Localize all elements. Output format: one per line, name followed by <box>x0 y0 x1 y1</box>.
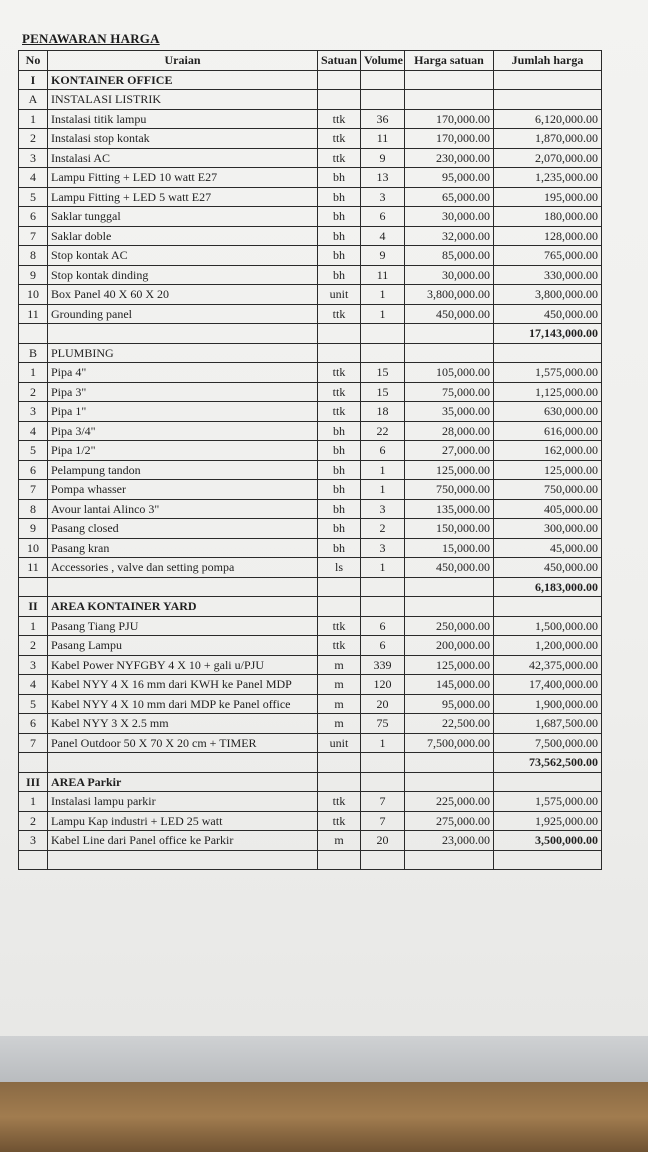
cell-no: 3 <box>19 831 48 851</box>
cell-volume: 3 <box>361 499 405 519</box>
cell-jumlah-harga: 17,143,000.00 <box>494 324 602 344</box>
cell-uraian <box>48 324 318 344</box>
cell-satuan: bh <box>318 480 361 500</box>
cell-no <box>19 850 48 870</box>
cell-no: 1 <box>19 363 48 383</box>
cell-no: 9 <box>19 519 48 539</box>
cell-volume <box>361 90 405 110</box>
cell-satuan <box>318 753 361 773</box>
table-row <box>19 226 602 246</box>
cell-harga-satuan <box>405 90 494 110</box>
cell-jumlah-harga: 2,070,000.00 <box>494 148 602 168</box>
cell-harga-satuan: 95,000.00 <box>405 694 494 714</box>
cell-uraian: Stop kontak dinding <box>48 265 318 285</box>
cell-no: 4 <box>19 675 48 695</box>
cell-uraian <box>48 577 318 597</box>
cell-jumlah-harga: 300,000.00 <box>494 519 602 539</box>
cell-volume: 9 <box>361 246 405 266</box>
table-row <box>19 382 602 402</box>
cell-uraian: Saklar doble <box>48 226 318 246</box>
cell-no: 6 <box>19 207 48 227</box>
header-harga-satuan: Harga satuan <box>405 51 494 71</box>
cell-harga-satuan: 30,000.00 <box>405 207 494 227</box>
cell-harga-satuan: 750,000.00 <box>405 480 494 500</box>
cell-volume: 339 <box>361 655 405 675</box>
cell-harga-satuan <box>405 324 494 344</box>
cell-volume: 120 <box>361 675 405 695</box>
cell-volume <box>361 772 405 792</box>
cell-no: 5 <box>19 694 48 714</box>
table-row <box>19 655 602 675</box>
cell-harga-satuan: 85,000.00 <box>405 246 494 266</box>
cell-harga-satuan: 32,000.00 <box>405 226 494 246</box>
cell-jumlah-harga: 1,575,000.00 <box>494 792 602 812</box>
cell-harga-satuan: 125,000.00 <box>405 655 494 675</box>
cell-satuan: ttk <box>318 382 361 402</box>
cell-satuan: ttk <box>318 148 361 168</box>
cell-uraian: Lampu Fitting + LED 5 watt E27 <box>48 187 318 207</box>
cell-satuan <box>318 90 361 110</box>
cell-uraian: Panel Outdoor 50 X 70 X 20 cm + TIMER <box>48 733 318 753</box>
cell-volume: 11 <box>361 265 405 285</box>
cell-uraian: Lampu Kap industri + LED 25 watt <box>48 811 318 831</box>
cell-satuan: unit <box>318 733 361 753</box>
cell-no: B <box>19 343 48 363</box>
cell-harga-satuan: 225,000.00 <box>405 792 494 812</box>
cell-volume: 9 <box>361 148 405 168</box>
cell-satuan: unit <box>318 285 361 305</box>
table-row <box>19 772 602 792</box>
cell-volume <box>361 850 405 870</box>
cell-volume: 1 <box>361 558 405 578</box>
cell-no: 4 <box>19 168 48 188</box>
table-row <box>19 324 602 344</box>
cell-no: 2 <box>19 811 48 831</box>
cell-uraian: Instalasi lampu parkir <box>48 792 318 812</box>
cell-volume <box>361 577 405 597</box>
cell-uraian: Instalasi AC <box>48 148 318 168</box>
cell-jumlah-harga <box>494 597 602 617</box>
cell-jumlah-harga <box>494 70 602 90</box>
cell-harga-satuan: 95,000.00 <box>405 168 494 188</box>
cell-satuan <box>318 324 361 344</box>
cell-jumlah-harga: 1,235,000.00 <box>494 168 602 188</box>
cell-jumlah-harga <box>494 850 602 870</box>
cell-volume: 20 <box>361 694 405 714</box>
cell-uraian: Kabel Power NYFGBY 4 X 10 + gali u/PJU <box>48 655 318 675</box>
cell-satuan: ttk <box>318 811 361 831</box>
cell-jumlah-harga: 180,000.00 <box>494 207 602 227</box>
cell-uraian: Pipa 4" <box>48 363 318 383</box>
cell-uraian: Pipa 3/4" <box>48 421 318 441</box>
cell-satuan: ttk <box>318 636 361 656</box>
cell-harga-satuan: 125,000.00 <box>405 460 494 480</box>
cell-satuan: ttk <box>318 129 361 149</box>
cell-volume: 1 <box>361 480 405 500</box>
cell-jumlah-harga <box>494 772 602 792</box>
cell-jumlah-harga: 1,925,000.00 <box>494 811 602 831</box>
table-row <box>19 129 602 149</box>
cell-satuan: m <box>318 655 361 675</box>
cell-uraian: Pasang Tiang PJU <box>48 616 318 636</box>
cell-satuan: ttk <box>318 363 361 383</box>
table-row <box>19 558 602 578</box>
table-row <box>19 792 602 812</box>
cell-satuan: bh <box>318 460 361 480</box>
cell-no: 2 <box>19 382 48 402</box>
cell-harga-satuan <box>405 850 494 870</box>
cell-harga-satuan <box>405 70 494 90</box>
cell-volume: 13 <box>361 168 405 188</box>
cell-jumlah-harga: 3,800,000.00 <box>494 285 602 305</box>
cell-volume: 1 <box>361 733 405 753</box>
cell-no: A <box>19 90 48 110</box>
cell-no: 4 <box>19 421 48 441</box>
cell-no: 6 <box>19 714 48 734</box>
cell-jumlah-harga: 162,000.00 <box>494 441 602 461</box>
cell-jumlah-harga: 42,375,000.00 <box>494 655 602 675</box>
cell-uraian: Pipa 1" <box>48 402 318 422</box>
cell-uraian: Pasang closed <box>48 519 318 539</box>
cell-volume: 22 <box>361 421 405 441</box>
cell-harga-satuan: 170,000.00 <box>405 109 494 129</box>
cell-no: 11 <box>19 304 48 324</box>
cell-volume: 6 <box>361 616 405 636</box>
cell-jumlah-harga: 330,000.00 <box>494 265 602 285</box>
cell-harga-satuan: 250,000.00 <box>405 616 494 636</box>
cell-volume: 3 <box>361 538 405 558</box>
cell-uraian: Pasang kran <box>48 538 318 558</box>
cell-harga-satuan <box>405 577 494 597</box>
cell-uraian: AREA KONTAINER YARD <box>48 597 318 617</box>
cell-no: 10 <box>19 538 48 558</box>
table-row <box>19 480 602 500</box>
table-row <box>19 421 602 441</box>
cell-harga-satuan: 275,000.00 <box>405 811 494 831</box>
cell-harga-satuan: 75,000.00 <box>405 382 494 402</box>
cell-no <box>19 324 48 344</box>
table-row <box>19 733 602 753</box>
table-row <box>19 109 602 129</box>
cell-jumlah-harga: 405,000.00 <box>494 499 602 519</box>
cell-volume: 11 <box>361 129 405 149</box>
cell-jumlah-harga: 17,400,000.00 <box>494 675 602 695</box>
cell-volume: 36 <box>361 109 405 129</box>
cell-no: 10 <box>19 285 48 305</box>
cell-jumlah-harga: 7,500,000.00 <box>494 733 602 753</box>
cell-volume: 2 <box>361 519 405 539</box>
cell-uraian: KONTAINER OFFICE <box>48 70 318 90</box>
cell-uraian: AREA Parkir <box>48 772 318 792</box>
table-row <box>19 265 602 285</box>
cell-volume: 4 <box>361 226 405 246</box>
cell-harga-satuan: 105,000.00 <box>405 363 494 383</box>
cell-satuan: bh <box>318 187 361 207</box>
cell-jumlah-harga <box>494 90 602 110</box>
table-row <box>19 636 602 656</box>
cell-uraian: Kabel Line dari Panel office ke Parkir <box>48 831 318 851</box>
cell-uraian: Pelampung tandon <box>48 460 318 480</box>
cell-volume <box>361 597 405 617</box>
cell-uraian <box>48 753 318 773</box>
cell-no: 8 <box>19 246 48 266</box>
cell-jumlah-harga: 3,500,000.00 <box>494 831 602 851</box>
cell-harga-satuan: 23,000.00 <box>405 831 494 851</box>
table-row <box>19 148 602 168</box>
table-row <box>19 831 602 851</box>
cell-uraian: Pipa 1/2" <box>48 441 318 461</box>
header-volume: Volume <box>361 51 405 71</box>
cell-no: 1 <box>19 109 48 129</box>
cell-jumlah-harga: 6,120,000.00 <box>494 109 602 129</box>
table-body <box>19 70 602 870</box>
cell-jumlah-harga: 1,200,000.00 <box>494 636 602 656</box>
cell-jumlah-harga: 1,687,500.00 <box>494 714 602 734</box>
cell-volume: 6 <box>361 441 405 461</box>
table-row <box>19 616 602 636</box>
cell-uraian: INSTALASI LISTRIK <box>48 90 318 110</box>
cell-volume: 3 <box>361 187 405 207</box>
cell-harga-satuan: 15,000.00 <box>405 538 494 558</box>
cell-harga-satuan: 28,000.00 <box>405 421 494 441</box>
cell-harga-satuan: 135,000.00 <box>405 499 494 519</box>
cell-satuan: ttk <box>318 616 361 636</box>
cell-satuan: bh <box>318 246 361 266</box>
cell-volume <box>361 324 405 344</box>
table-row <box>19 285 602 305</box>
cell-jumlah-harga: 195,000.00 <box>494 187 602 207</box>
table-row <box>19 675 602 695</box>
cell-harga-satuan: 30,000.00 <box>405 265 494 285</box>
table-row <box>19 499 602 519</box>
cell-jumlah-harga: 750,000.00 <box>494 480 602 500</box>
cell-no: I <box>19 70 48 90</box>
cell-satuan <box>318 343 361 363</box>
cell-harga-satuan: 450,000.00 <box>405 304 494 324</box>
cell-no: 3 <box>19 655 48 675</box>
cell-uraian: Kabel NYY 3 X 2.5 mm <box>48 714 318 734</box>
cell-volume: 1 <box>361 285 405 305</box>
cell-uraian: Instalasi titik lampu <box>48 109 318 129</box>
cell-harga-satuan: 150,000.00 <box>405 519 494 539</box>
cell-no: 7 <box>19 480 48 500</box>
table-row <box>19 714 602 734</box>
cell-jumlah-harga: 73,562,500.00 <box>494 753 602 773</box>
cell-uraian: Pipa 3" <box>48 382 318 402</box>
header-uraian: Uraian <box>48 51 318 71</box>
cell-volume: 15 <box>361 382 405 402</box>
cell-no: 9 <box>19 265 48 285</box>
cell-volume <box>361 70 405 90</box>
table-row <box>19 850 602 870</box>
cell-satuan: ttk <box>318 792 361 812</box>
table-row <box>19 753 602 773</box>
table-row <box>19 246 602 266</box>
cell-satuan: bh <box>318 441 361 461</box>
cell-jumlah-harga: 1,575,000.00 <box>494 363 602 383</box>
cell-volume: 20 <box>361 831 405 851</box>
cell-no: 7 <box>19 733 48 753</box>
cell-jumlah-harga <box>494 343 602 363</box>
cell-jumlah-harga: 6,183,000.00 <box>494 577 602 597</box>
cell-harga-satuan <box>405 343 494 363</box>
table-row <box>19 343 602 363</box>
cell-uraian <box>48 850 318 870</box>
cell-no: 8 <box>19 499 48 519</box>
cell-volume: 7 <box>361 792 405 812</box>
cell-uraian: Lampu Fitting + LED 10 watt E27 <box>48 168 318 188</box>
cell-satuan: m <box>318 675 361 695</box>
cell-uraian: Accessories , valve dan setting pompa <box>48 558 318 578</box>
cell-uraian: Kabel NYY 4 X 10 mm dari MDP ke Panel office <box>48 694 318 714</box>
cell-harga-satuan <box>405 772 494 792</box>
table-row <box>19 304 602 324</box>
cell-satuan: m <box>318 694 361 714</box>
price-offer-table <box>18 50 602 870</box>
cell-volume: 6 <box>361 207 405 227</box>
table-row <box>19 402 602 422</box>
cell-harga-satuan: 450,000.00 <box>405 558 494 578</box>
cell-satuan: m <box>318 831 361 851</box>
cell-volume: 1 <box>361 304 405 324</box>
cell-uraian: Stop kontak AC <box>48 246 318 266</box>
cell-no: 11 <box>19 558 48 578</box>
cell-jumlah-harga: 128,000.00 <box>494 226 602 246</box>
cell-no: 5 <box>19 187 48 207</box>
cell-satuan: bh <box>318 207 361 227</box>
cell-jumlah-harga: 1,870,000.00 <box>494 129 602 149</box>
cell-jumlah-harga: 616,000.00 <box>494 421 602 441</box>
cell-no: 5 <box>19 441 48 461</box>
table-row <box>19 694 602 714</box>
cell-satuan <box>318 597 361 617</box>
cell-satuan: bh <box>318 519 361 539</box>
cell-uraian: Pompa whasser <box>48 480 318 500</box>
cell-harga-satuan: 35,000.00 <box>405 402 494 422</box>
cell-uraian: Kabel NYY 4 X 16 mm dari KWH ke Panel MDP <box>48 675 318 695</box>
cell-satuan: bh <box>318 538 361 558</box>
cell-satuan: ls <box>318 558 361 578</box>
table-row <box>19 90 602 110</box>
table-row <box>19 363 602 383</box>
cell-volume: 7 <box>361 811 405 831</box>
cell-satuan: m <box>318 714 361 734</box>
cell-harga-satuan: 27,000.00 <box>405 441 494 461</box>
cell-satuan: bh <box>318 265 361 285</box>
cell-volume: 75 <box>361 714 405 734</box>
cell-harga-satuan: 170,000.00 <box>405 129 494 149</box>
cell-harga-satuan: 7,500,000.00 <box>405 733 494 753</box>
cell-satuan: bh <box>318 421 361 441</box>
cell-harga-satuan <box>405 597 494 617</box>
header-no: No <box>19 51 48 71</box>
cell-satuan: ttk <box>318 109 361 129</box>
table-row <box>19 811 602 831</box>
table-row <box>19 538 602 558</box>
cell-no: 2 <box>19 636 48 656</box>
cell-uraian: Saklar tunggal <box>48 207 318 227</box>
table-header-row <box>19 51 602 71</box>
cell-jumlah-harga: 1,900,000.00 <box>494 694 602 714</box>
cell-satuan: bh <box>318 226 361 246</box>
cell-no: 6 <box>19 460 48 480</box>
cell-jumlah-harga: 630,000.00 <box>494 402 602 422</box>
cell-no: 3 <box>19 148 48 168</box>
table-row <box>19 70 602 90</box>
cell-volume: 15 <box>361 363 405 383</box>
cell-no: 1 <box>19 792 48 812</box>
cell-volume: 18 <box>361 402 405 422</box>
table-row <box>19 597 602 617</box>
table-row <box>19 577 602 597</box>
cell-uraian: Pasang Lampu <box>48 636 318 656</box>
cell-uraian: Avour lantai Alinco 3" <box>48 499 318 519</box>
cell-satuan: bh <box>318 499 361 519</box>
cell-satuan <box>318 577 361 597</box>
cell-harga-satuan: 230,000.00 <box>405 148 494 168</box>
cell-jumlah-harga: 45,000.00 <box>494 538 602 558</box>
cell-satuan: ttk <box>318 304 361 324</box>
cell-volume <box>361 753 405 773</box>
document-title: PENAWARAN HARGA <box>22 31 160 46</box>
cell-uraian: Instalasi stop kontak <box>48 129 318 149</box>
cell-uraian: PLUMBING <box>48 343 318 363</box>
cell-no <box>19 577 48 597</box>
cell-satuan <box>318 850 361 870</box>
cell-harga-satuan <box>405 753 494 773</box>
cell-no: II <box>19 597 48 617</box>
cell-no: III <box>19 772 48 792</box>
cell-harga-satuan: 65,000.00 <box>405 187 494 207</box>
cell-no: 7 <box>19 226 48 246</box>
cell-no: 1 <box>19 616 48 636</box>
paper-fold <box>0 1036 648 1082</box>
cell-satuan <box>318 70 361 90</box>
table-row <box>19 519 602 539</box>
cell-jumlah-harga: 450,000.00 <box>494 304 602 324</box>
cell-harga-satuan: 200,000.00 <box>405 636 494 656</box>
table-row <box>19 460 602 480</box>
cell-uraian: Box Panel 40 X 60 X 20 <box>48 285 318 305</box>
cell-jumlah-harga: 125,000.00 <box>494 460 602 480</box>
table-row <box>19 168 602 188</box>
cell-satuan <box>318 772 361 792</box>
cell-no: 2 <box>19 129 48 149</box>
table-row <box>19 207 602 227</box>
header-satuan: Satuan <box>318 51 361 71</box>
cell-volume: 6 <box>361 636 405 656</box>
cell-jumlah-harga: 1,500,000.00 <box>494 616 602 636</box>
cell-no: 3 <box>19 402 48 422</box>
cell-uraian: Grounding panel <box>48 304 318 324</box>
cell-no <box>19 753 48 773</box>
table-row <box>19 187 602 207</box>
cell-volume: 1 <box>361 460 405 480</box>
cell-jumlah-harga: 450,000.00 <box>494 558 602 578</box>
cell-harga-satuan: 145,000.00 <box>405 675 494 695</box>
cell-harga-satuan: 22,500.00 <box>405 714 494 734</box>
cell-harga-satuan: 3,800,000.00 <box>405 285 494 305</box>
header-jumlah-harga: Jumlah harga <box>494 51 602 71</box>
desk-surface <box>0 1082 648 1152</box>
table-row <box>19 441 602 461</box>
cell-jumlah-harga: 1,125,000.00 <box>494 382 602 402</box>
cell-satuan: ttk <box>318 402 361 422</box>
cell-jumlah-harga: 765,000.00 <box>494 246 602 266</box>
cell-volume <box>361 343 405 363</box>
cell-satuan: bh <box>318 168 361 188</box>
